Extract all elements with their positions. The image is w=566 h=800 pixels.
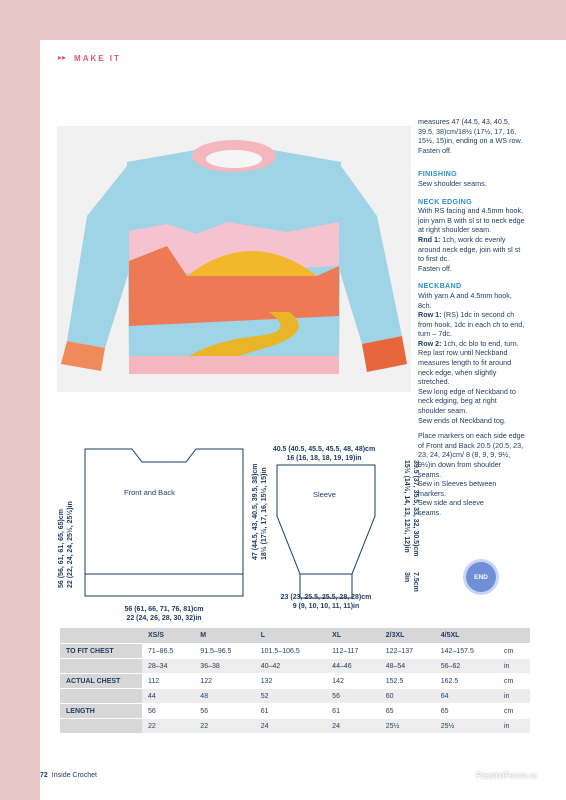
- sleeve-top-cm: 40.5 (40.5, 45.5, 45.5, 48, 48)cm: [272, 446, 376, 453]
- sleeve-bottom-in: 9 (9, 10, 10, 11, 11)in: [292, 602, 360, 610]
- rnd1-text: [418, 235, 526, 264]
- table-row: [60, 644, 530, 659]
- section-title: MAKE IT: [74, 53, 121, 63]
- table-header-cell: L: [255, 628, 326, 644]
- table-cell: 44–46: [326, 659, 380, 674]
- sweater-illustration: [57, 126, 411, 392]
- sleeve-cuff-cm: 7.5cm: [412, 572, 419, 592]
- table-cell: 60: [380, 689, 435, 704]
- sweater-photo: [57, 126, 411, 392]
- table-cell: 56: [326, 689, 380, 704]
- table-header-cell: [498, 628, 530, 644]
- table-cell: 122–137: [380, 644, 435, 659]
- row-label: [60, 659, 142, 674]
- unit-cell: in: [498, 719, 530, 734]
- table-cell: 112: [142, 674, 194, 689]
- front-height-text: 56 (56, 61, 61, 65, 65)cm 22 (22, 24, 24, 25½, 25½)in: [58, 501, 74, 588]
- sleeve-top-dimension: [264, 446, 384, 463]
- table-row: [60, 689, 530, 704]
- table-row: [60, 659, 530, 674]
- table-cell: 25½: [435, 719, 498, 734]
- page: [40, 40, 566, 800]
- row-label: LENGTH: [60, 704, 142, 719]
- unit-cell: cm: [498, 644, 530, 659]
- table-header-row: [60, 628, 530, 644]
- table-cell: 122: [194, 674, 254, 689]
- section-header: [58, 53, 121, 63]
- table-cell: 65: [435, 704, 498, 719]
- table-cell: 44: [142, 689, 194, 704]
- table-row: [60, 704, 530, 719]
- table-header-cell: XS/S: [142, 628, 194, 644]
- arrow-icon: ▸▸: [58, 53, 67, 62]
- end-badge: END: [466, 562, 496, 592]
- table-row: [60, 674, 530, 689]
- unit-cell: in: [498, 689, 530, 704]
- sew-ends-text: Sew ends of Neckband tog.: [418, 415, 506, 425]
- row2-label: Row 2:: [418, 338, 442, 348]
- rnd1-label: Rnd 1:: [418, 234, 441, 244]
- repeat-text: Rep last row until Neckband measures length to fit around neck edge, when slightly stretched.: [418, 348, 512, 387]
- fasten-off-text: Fasten off.: [418, 145, 452, 155]
- instructions-column: [418, 117, 526, 518]
- rnd1-body: 1ch, work dc evenly around neck edge, join with sl st to first dc.: [418, 234, 521, 264]
- table-row: [60, 719, 530, 734]
- table-cell: 56: [142, 704, 194, 719]
- sleeve-bottom-cm: 23 (23, 25.5, 25.5, 28, 28)cm: [280, 594, 372, 601]
- unit-cell: in: [498, 659, 530, 674]
- table-cell: 36–38: [194, 659, 254, 674]
- front-width-cm: 56 (61, 66, 71, 76, 81)cm: [124, 606, 204, 613]
- table-cell: 48–54: [380, 659, 435, 674]
- sleeve-cuff-dimension: [402, 572, 419, 592]
- size-table: [60, 628, 530, 734]
- table-cell: 56–62: [435, 659, 498, 674]
- intro-text: measures 47 (44.5, 43, 40.5, 39.5, 38)cm/18½ (17½, 17, 16, 15½, 15)in, ending on a WS row.: [418, 117, 523, 146]
- table-cell: 61: [255, 704, 326, 719]
- table-cell: 22: [194, 719, 254, 734]
- table-header-cell: M: [194, 628, 254, 644]
- table-cell: 142: [326, 674, 380, 689]
- sleeve-diagram: [276, 464, 376, 600]
- page-footer: [40, 772, 97, 779]
- markers-text: Place markers on each side edge of Front and Back 20.5 (20.5, 23, 23, 24, 24)cm/ 8 (8, 9, 9, 9½, 9½)in down from shoulder seams.: [418, 431, 525, 479]
- table-cell: 152.5: [380, 674, 435, 689]
- fasten-off-text-2: Fasten off.: [418, 263, 452, 273]
- table-cell: 101.5–106.5: [255, 644, 326, 659]
- neck-edging-text: With RS facing and 4.5mm hook, join yarn B with sl st to neck edge at right shoulder seam.: [418, 206, 525, 235]
- front-back-label: Front and Back: [124, 488, 175, 497]
- table-cell: 52: [255, 689, 326, 704]
- row-label: [60, 689, 142, 704]
- unit-cell: cm: [498, 674, 530, 689]
- front-width-dimension: [84, 606, 244, 623]
- table-cell: 56: [194, 704, 254, 719]
- row-label: ACTUAL CHEST: [60, 674, 142, 689]
- neckband-text: With yarn A and 4.5mm hook, 8ch.: [418, 290, 512, 310]
- table-cell: 142–157.5: [435, 644, 498, 659]
- table-cell: 112–117: [326, 644, 380, 659]
- finishing-heading: FINISHING: [418, 169, 458, 179]
- front-height-dimension: [58, 501, 75, 588]
- table-cell: 22: [142, 719, 194, 734]
- sleeve-length-dimension: [252, 463, 269, 560]
- sleeve-right-dimension: [402, 460, 419, 557]
- sleeve-top-in: 16 (16, 18, 18, 19, 19)in: [286, 454, 362, 462]
- row1-body: (RS) 1dc in second ch from hook, 1dc in each ch to end, turn – 7dc.: [418, 310, 525, 339]
- table-cell: 61: [326, 704, 380, 719]
- row-label: [60, 719, 142, 734]
- table-cell: 25½: [380, 719, 435, 734]
- finishing-text: Sew shoulder seams.: [418, 178, 487, 188]
- table-header-cell: [60, 628, 142, 644]
- table-header-cell: XL: [326, 628, 380, 644]
- page-number: 72: [40, 772, 48, 779]
- sew-side-text: Sew side and sleeve seams.: [418, 498, 484, 517]
- row2-body: 1ch, dc blo to end, turn.: [441, 338, 519, 348]
- row1-text: [418, 310, 526, 339]
- sew-sleeves-text: Sew in Sleeves between markers.: [418, 479, 497, 498]
- neckband-heading: NECKBAND: [418, 281, 462, 291]
- sleeve-right-cm: 39.5 (37, 35.5, 33, 32, 30.5)cm: [412, 460, 419, 557]
- table-cell: 132: [255, 674, 326, 689]
- table-header-cell: 4/5XL: [435, 628, 498, 644]
- sleeve-label: Sleeve: [313, 490, 336, 499]
- table-header-cell: 2/3XL: [380, 628, 435, 644]
- watermark: PassionForum.ru: [476, 771, 537, 780]
- table-cell: 40–42: [255, 659, 326, 674]
- table-cell: 24: [326, 719, 380, 734]
- table-cell: 71–86.5: [142, 644, 194, 659]
- table-cell: 64: [435, 689, 498, 704]
- magazine-name: Inside Crochet: [51, 772, 97, 779]
- sew-long-edge-text: Sew long edge of Neckband to neck edging, beg at right shoulder seam.: [418, 386, 516, 416]
- row-label: TO FIT CHEST: [60, 644, 142, 659]
- table-cell: 65: [380, 704, 435, 719]
- table-cell: 28–34: [142, 659, 194, 674]
- table-cell: 48: [194, 689, 254, 704]
- sleeve-length-in: 18½ (17½, 17, 16, 15½, 15)in: [260, 467, 268, 560]
- sleeve-bottom-dimension: [266, 594, 386, 611]
- row2-text: [418, 339, 526, 349]
- sleeve-cuff-in: 3in: [403, 572, 411, 583]
- front-width-in: 22 (24, 26, 28, 30, 32)in: [126, 614, 202, 622]
- table-cell: 91.5–96.5: [194, 644, 254, 659]
- unit-cell: cm: [498, 704, 530, 719]
- table-cell: 162.5: [435, 674, 498, 689]
- front-back-diagram: [84, 448, 244, 598]
- table-body: [60, 644, 530, 734]
- row1-label: Row 1:: [418, 310, 442, 320]
- table-cell: 24: [255, 719, 326, 734]
- sleeve-length-cm: 47 (44.5, 43, 40.5, 39.5, 38)cm: [252, 463, 259, 560]
- neck-edging-heading: NECK EDGING: [418, 196, 473, 206]
- sleeve-right-in: 15½ (14½, 14, 13, 12½, 12)in: [403, 460, 411, 553]
